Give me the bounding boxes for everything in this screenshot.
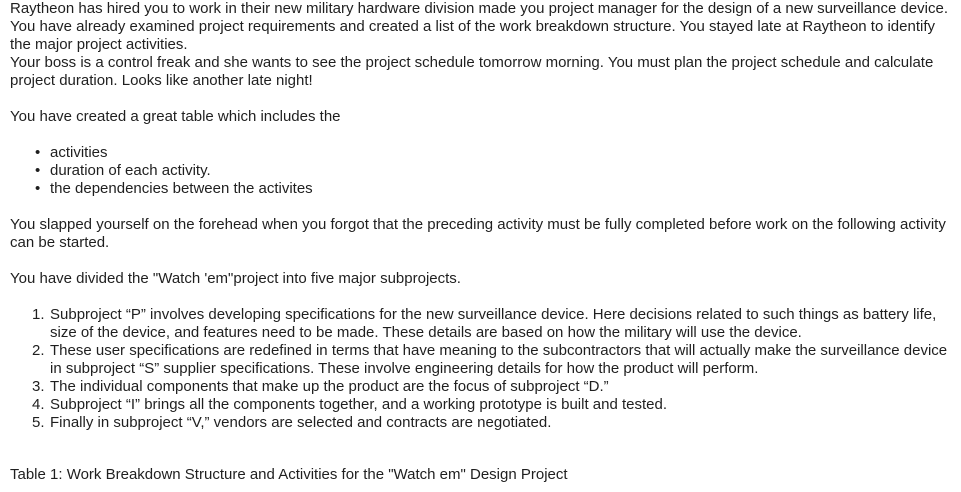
spacer [10, 252, 953, 270]
spacer [10, 198, 953, 216]
list-number: 5. [32, 414, 45, 431]
table-caption: Table 1: Work Breakdown Structure and Activities for the "Watch em" Design Project [10, 466, 568, 483]
list-item [32, 396, 953, 414]
list-item [32, 378, 953, 396]
list-item: • activities [50, 144, 953, 162]
list-number: 3. [32, 378, 45, 395]
subprojects-list [10, 306, 953, 432]
table-contents-list [10, 144, 953, 198]
list-item [32, 306, 953, 342]
list-item-text: Subproject “I” brings all the components together, and a working prototype is built and tested. [50, 396, 668, 413]
spacer [10, 126, 953, 144]
list-item: • the dependencies between the activites [50, 180, 953, 198]
intro-paragraph: Raytheon has hired you to work in their new military hardware division made you project manager for the design of a new surveillance device. You have already examined project requirements and created a list of the work breakdown structure. You stayed late at Raytheon to identify the major project activities. [10, 0, 948, 53]
reminder-paragraph: You slapped yourself on the forehead when you forgot that the preceding activity must be fully completed before work on the following activity can be started. [10, 216, 946, 251]
list-number: 2. [32, 342, 45, 359]
list-item-text: Finally in subproject “V,” vendors are selected and contracts are negotiated. [50, 414, 552, 431]
subprojects-intro-paragraph: You have divided the "Watch 'em"project into five major subprojects. [10, 270, 461, 287]
list-item-text: Subproject “P” involves developing specifications for the new surveillance device. Here decisions related to such things as battery life, size of the device, and features need to be made. These details are based on how the military will use the device. [50, 306, 937, 341]
list-item: • duration of each activity. [50, 162, 953, 180]
spacer [10, 288, 953, 306]
list-item-text: The individual components that make up the product are the focus of subproject “D.” [50, 378, 609, 395]
list-number: 1. [32, 306, 45, 323]
list-number: 4. [32, 396, 45, 413]
list-item [32, 342, 953, 378]
list-item-text: These user specifications are redefined in terms that have meaning to the subcontractors that will actually make the surveillance device in subproject “S” supplier specifications. These involve engineering details for how the product will perform. [50, 342, 948, 377]
spacer [10, 90, 953, 108]
boss-paragraph: Your boss is a control freak and she wants to see the project schedule tomorrow morning. You must plan the project schedule and calculate project duration. Looks like another late night! [10, 54, 934, 89]
table-intro-paragraph: You have created a great table which includes the [10, 108, 341, 125]
list-item [32, 414, 953, 432]
